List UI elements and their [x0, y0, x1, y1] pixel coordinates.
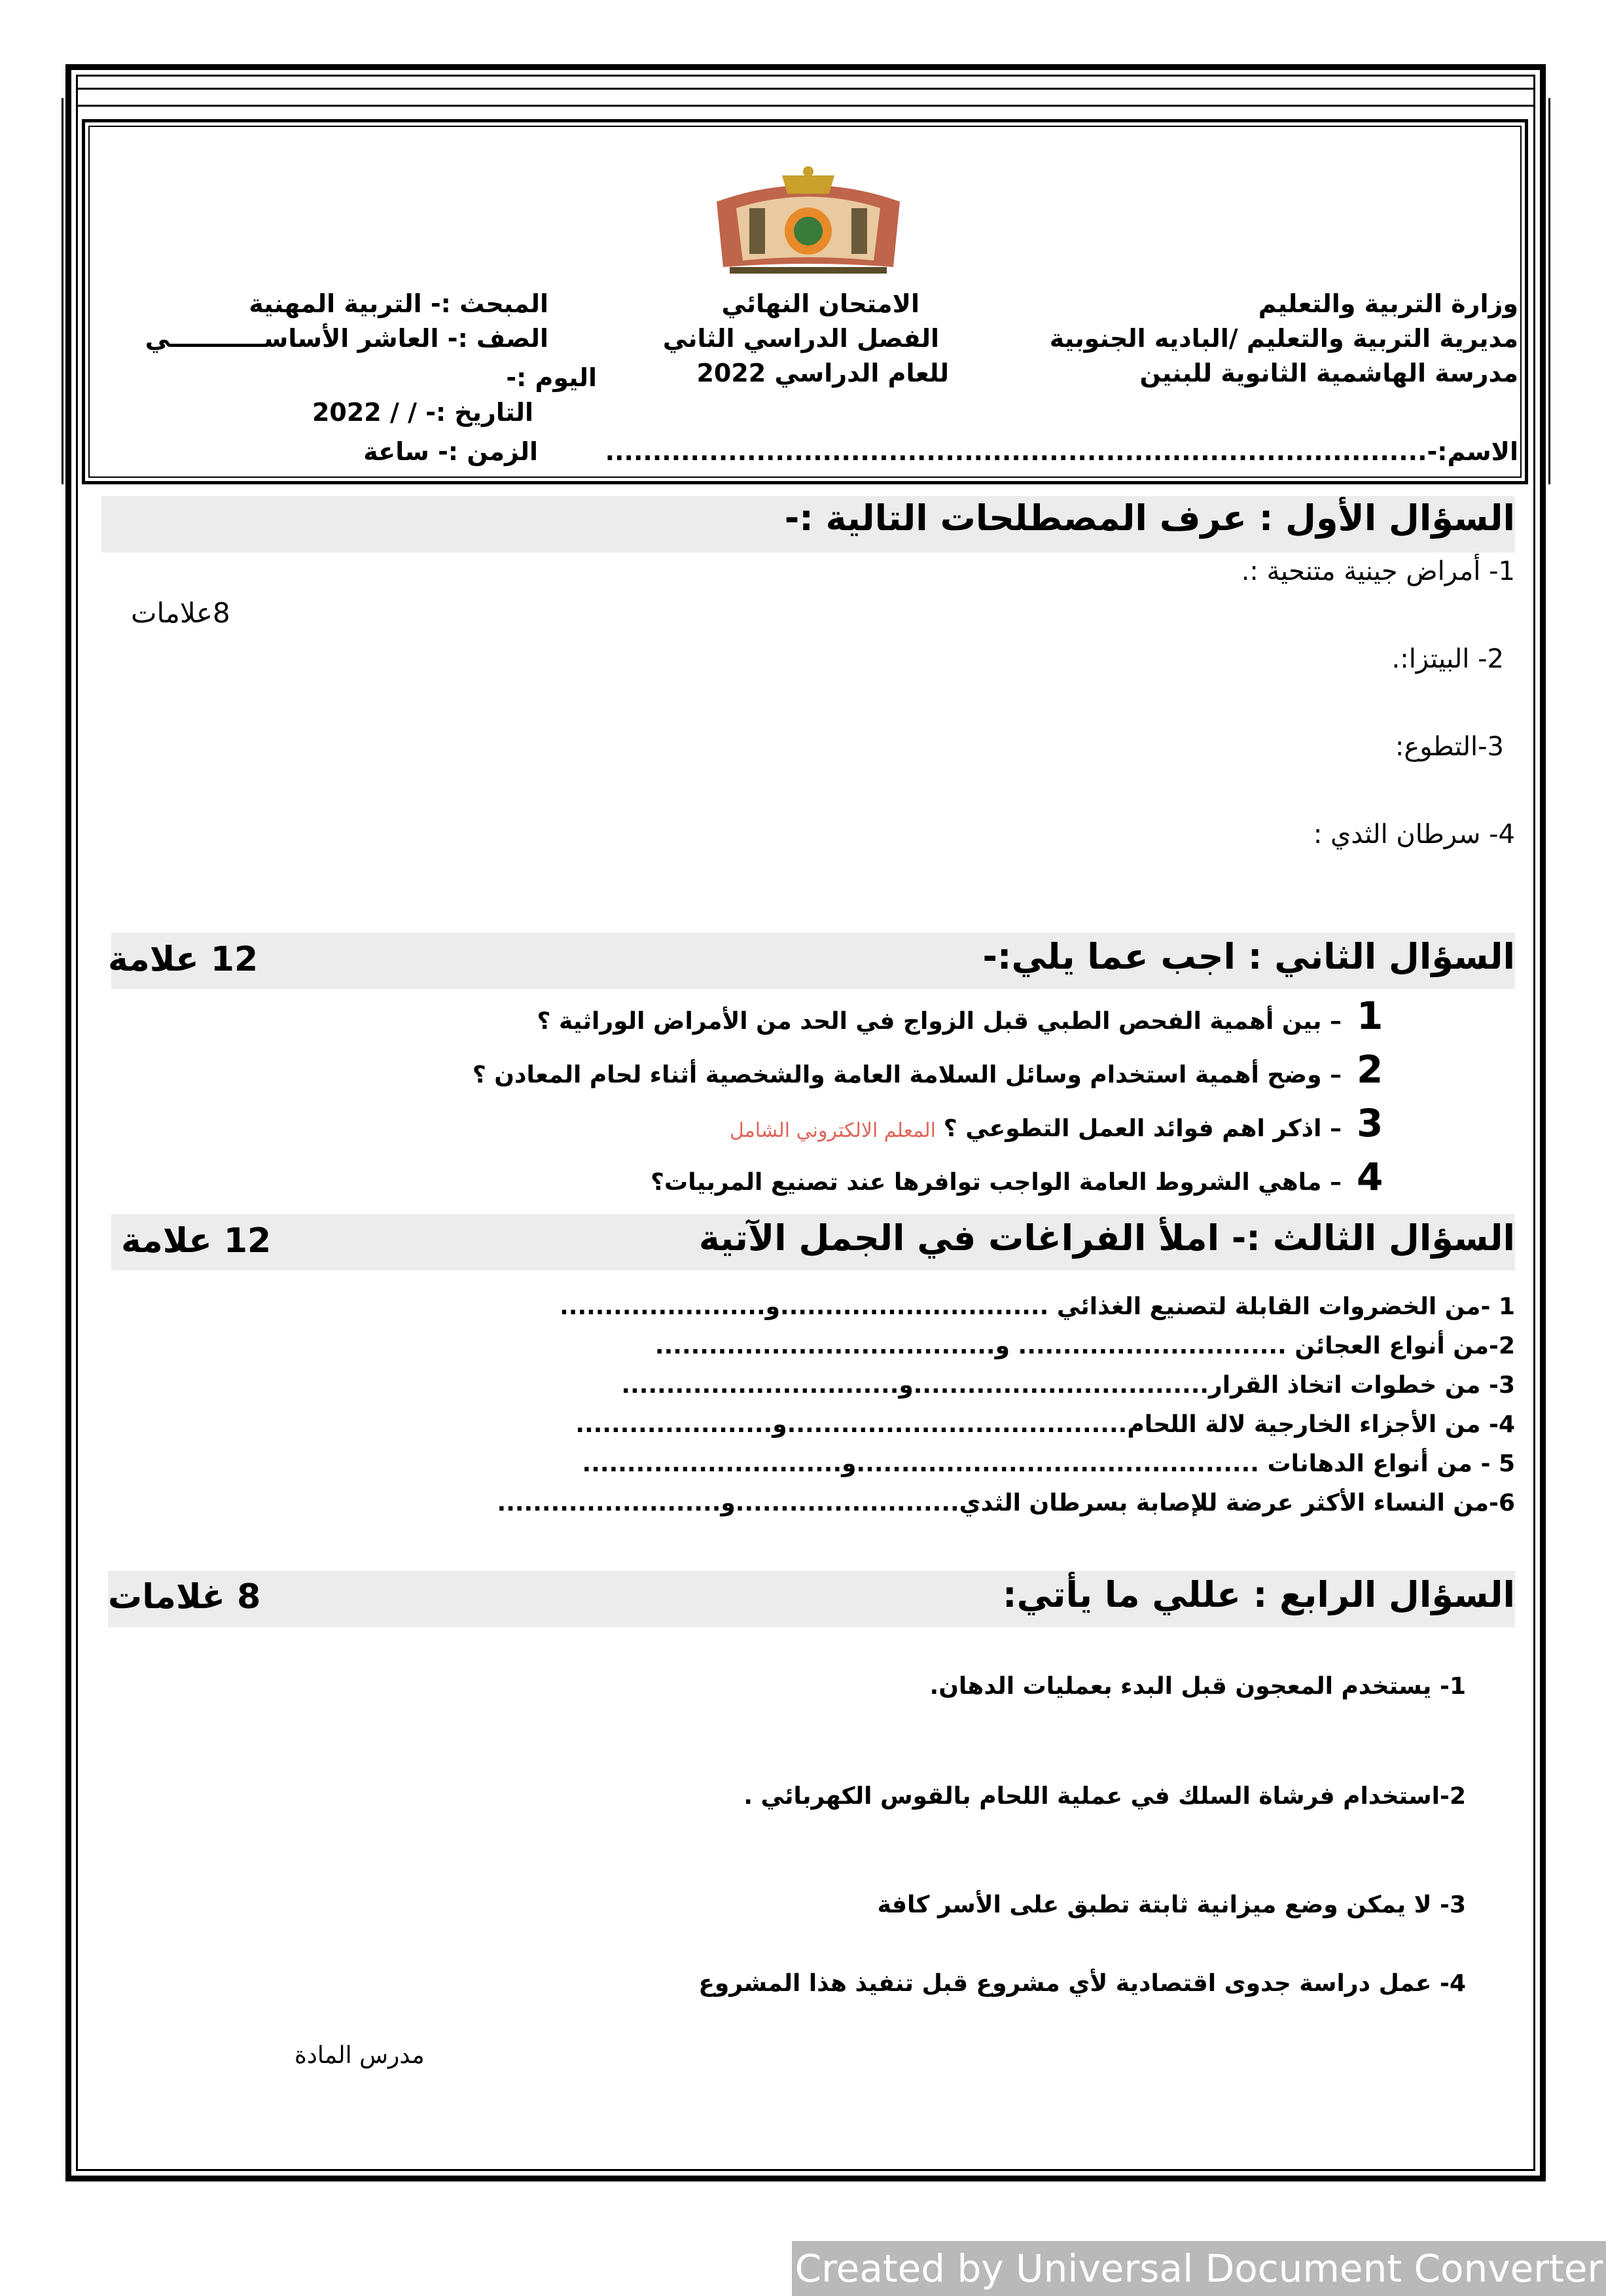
question-1-title: السؤال الأول : عرف المصطلحات التالية :- [784, 497, 1515, 539]
footer-text: Created by Universal Document Converter [794, 2246, 1603, 2291]
question-1-item: 2- البيتزا:. [1391, 644, 1504, 674]
question-2-number: 1 [1357, 994, 1383, 1038]
question-2-marks: 12 علامة [108, 940, 259, 979]
question-4-item: 2-استخدام فرشاة السلك في عملية اللحام بالقوس الكهربائي . [743, 1783, 1466, 1810]
question-3-item: 3- من خطوات اتخاذ القرار.................................و............................... [621, 1372, 1515, 1399]
subject-label: المبحث :- التربية المهنية [249, 289, 548, 318]
day-label: اليوم :- [506, 363, 597, 392]
duration-label: الزمن :- ساعة [363, 437, 538, 466]
top-divider-line [76, 105, 1535, 107]
academic-year-label: للعام الدراسي 2022 [696, 359, 949, 387]
student-name-field[interactable]: الاسم:-....................................................................................... [605, 437, 1518, 466]
question-2-item: – ماهي الشروط العامة الواجب توافرها عند تصنيع المربيات؟ [651, 1169, 1342, 1196]
school-name: مدرسة الهاشمية الثانوية للبنين [1139, 359, 1518, 387]
date-label: التاريخ :- / / 2022 [312, 398, 533, 427]
question-4-item: 4- عمل دراسة جدوى اقتصادية لأي مشروع قبل تنفيذ هذا المشروع [698, 1970, 1466, 1997]
question-3-item: 5 - من أنواع الدهانات .............................................و............................. [582, 1450, 1515, 1477]
question-1-item: 4- سرطان الثدي : [1313, 819, 1515, 850]
question-1-item: 1- أمراض جينية متنحية :. [1241, 556, 1515, 586]
teacher-signature-label: مدرس المادة [294, 2042, 425, 2069]
directorate-name: مديرية التربية والتعليم /الباديه الجنوبية [1049, 324, 1518, 353]
semester-label: الفصل الدراسي الثاني [662, 324, 939, 353]
left-edge-line [62, 98, 63, 484]
question-3-item: 4- من الأجزاء الخارجية لالة اللحام......................................و...................... [575, 1411, 1515, 1438]
question-4-item: 3- لا يمكن وضع ميزانية ثابتة تطبق على الأسر كافة [877, 1892, 1466, 1918]
question-3-marks: 12 علامة [121, 1221, 272, 1261]
coat-of-arms-emblem [677, 162, 939, 285]
question-2-number: 4 [1357, 1155, 1383, 1199]
right-edge-line [1548, 98, 1550, 484]
question-4-marks: 8 غلامات [108, 1577, 261, 1617]
question-2-item: – وضح أهمية استخدام وسائل السلامة العامة والشخصية أثناء لحام المعادن ؟ [472, 1062, 1342, 1088]
question-3-title: السؤال الثالث :- املأ الفراغات في الجمل الآتية [698, 1217, 1515, 1259]
ministry-name: وزارة التربية والتعليم [1258, 289, 1518, 318]
grade-label: الصف :- العاشر الأساســـــــــــي [145, 324, 548, 353]
question-2-title: السؤال الثاني : اجب عما يلي:- [982, 936, 1515, 977]
question-1-marks: 8علامات [131, 597, 230, 629]
question-3-item: 2-من أنواع العجائن .............................. و...................................... [654, 1333, 1515, 1359]
question-2-item: – اذكر اهم فوائد العمل التطوعي ؟ [943, 1115, 1342, 1142]
question-2-number: 2 [1357, 1047, 1383, 1092]
top-divider-line [76, 88, 1535, 90]
question-4-item: 1- يستخدم المعجون قبل البدء بعمليات الدهان. [929, 1673, 1466, 1700]
watermark-label: المعلم الالكتروني الشامل [729, 1119, 936, 1142]
question-3-item: 1 -من الخضروات القابلة لتصنيع الغذائي ..............................و....................... [560, 1293, 1515, 1320]
question-2-item: – بين أهمية الفحص الطبي قبل الزواج في الحد من الأمراض الوراثية ؟ [537, 1008, 1342, 1035]
question-3-item: 6-من النساء الأكثر عرضة للإصابة بسرطان الثدي.........................و......................... [497, 1490, 1515, 1516]
question-2-number: 3 [1357, 1101, 1383, 1145]
question-4-title: السؤال الرابع : عللي ما يأتي: [1003, 1574, 1515, 1615]
exam-title: الامتحان النهائي [721, 289, 919, 318]
question-1-item: 3-التطوع: [1395, 732, 1504, 762]
